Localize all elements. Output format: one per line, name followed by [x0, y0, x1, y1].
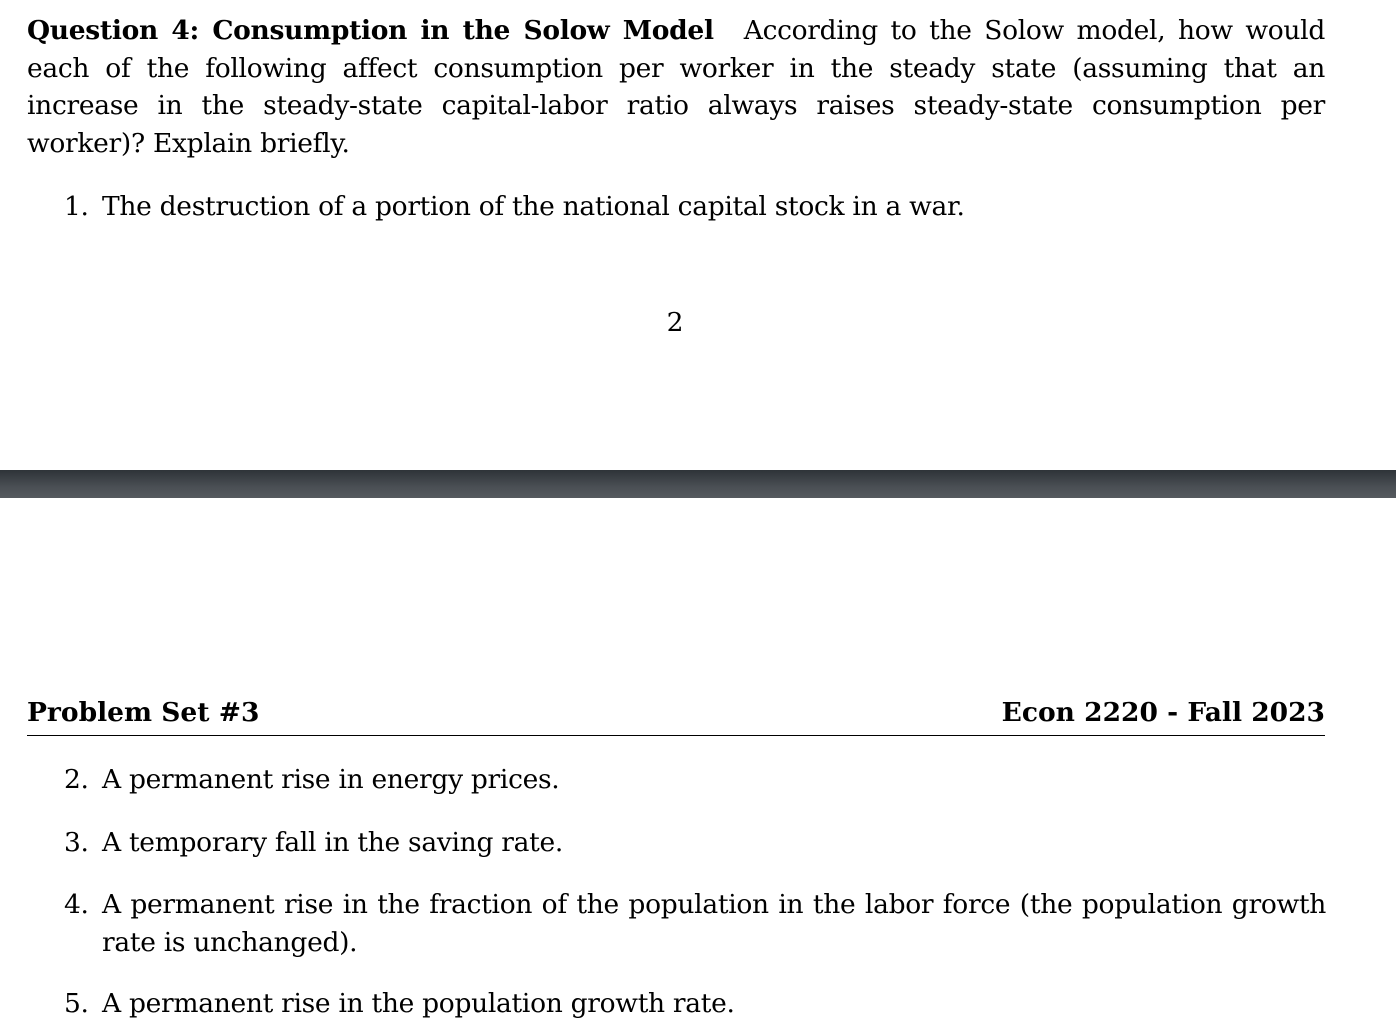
list-item-number: 4.: [64, 889, 89, 920]
header-right: Econ 2220 - Fall 2023: [1001, 697, 1325, 728]
list-item-number: 5.: [64, 988, 89, 1019]
page-bottom: [0, 498, 1396, 1032]
question-body: According to the Solow model, how would each of the following affect consumption per worker in the steady state (assuming that an increase in the steady-state capital-labor ratio always raises steady-state consumption per worker)? Explain briefly.: [27, 15, 1325, 159]
list-item-text: The destruction of a portion of the national capital stock in a war.: [102, 191, 965, 222]
question-paragraph: [27, 12, 1325, 162]
list-item-text: A permanent rise in energy prices.: [102, 764, 560, 795]
list-item-text: A permanent rise in the population growth rate.: [102, 988, 735, 1019]
list-item-number: 3.: [64, 827, 89, 858]
list-item: [64, 188, 1326, 226]
list-item: [64, 985, 1326, 1023]
page-number: 2: [666, 307, 684, 338]
list-item-text: A temporary fall in the saving rate.: [102, 827, 563, 858]
running-header: [27, 695, 1325, 736]
list-item: [64, 761, 1326, 799]
list-item-number: 1.: [64, 191, 89, 222]
list-item-text: A permanent rise in the fraction of the population in the labor force (the population growth rate is unchanged).: [102, 889, 1326, 958]
page-top: [0, 0, 1396, 470]
list-item: [64, 824, 1326, 862]
list-item-number: 2.: [64, 764, 89, 795]
page-separator: [0, 470, 1396, 498]
list-item: [64, 886, 1326, 961]
header-left: Problem Set #3: [27, 697, 260, 728]
question-title: Question 4: Consumption in the Solow Model: [27, 15, 714, 46]
